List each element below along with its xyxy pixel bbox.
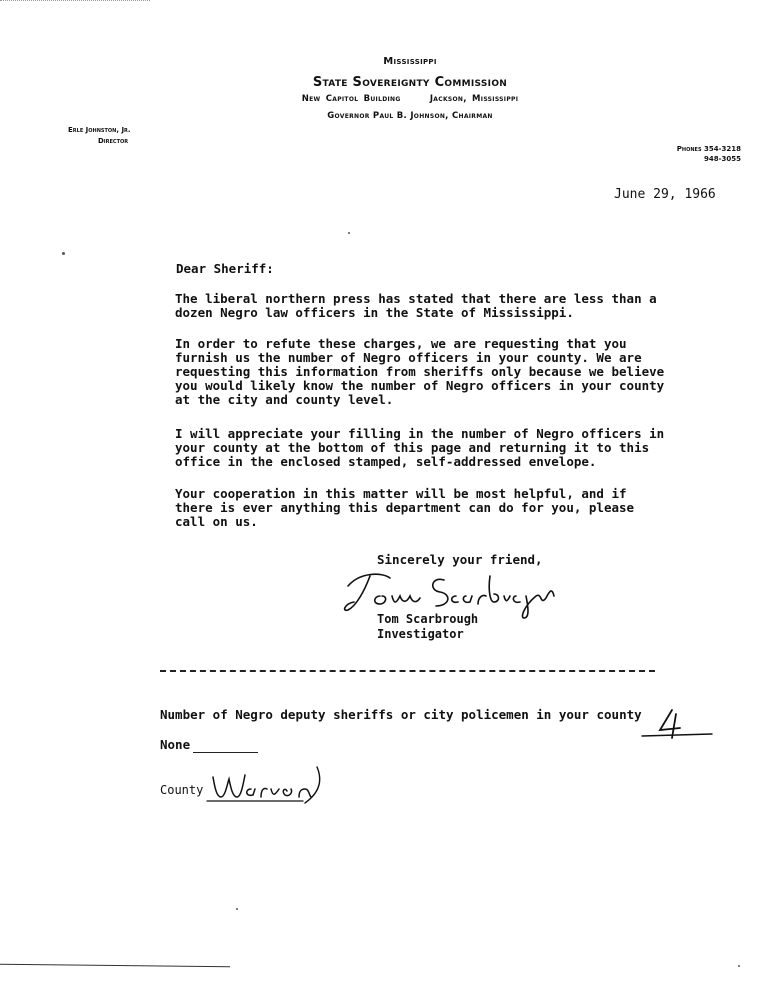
top-dotted-edge: [0, 0, 150, 1]
letter-date: June 29, 1966: [614, 187, 716, 202]
closing: Sincerely your friend,: [377, 552, 543, 567]
paragraph-1: The liberal northern press has stated that there are less than a dozen Negro law officers in the State of Mississippi.: [175, 291, 657, 320]
salutation: Dear Sheriff:: [176, 261, 274, 276]
form-question: Number of Negro deputy sheriffs or city policemen in your county: [160, 707, 642, 722]
signer-block: [377, 612, 478, 642]
paragraph-3: I will appreciate your filling in the number of Negro officers in your county at the bottom of this page and returning it to this office in the enclosed stamped, self-addressed envelope.: [175, 426, 665, 469]
letterhead-commission: State Sovereignty Commission: [312, 75, 508, 90]
handwritten-answer-text: 4: [640, 706, 641, 707]
signer-name: Tom Scarbrough: [377, 612, 479, 626]
director-block: [68, 125, 131, 147]
letterhead-state: Mississippi: [383, 56, 437, 67]
director-name: Erle Johnston, Jr.: [68, 126, 131, 134]
tear-off-dashed-line: [160, 670, 655, 672]
scan-speck: [236, 908, 238, 910]
handwritten-county: [205, 763, 330, 805]
letterhead-address: [270, 94, 550, 104]
scan-speck: [62, 252, 65, 255]
form-none-underline: [193, 752, 258, 753]
paragraph-2: In order to refute these charges, we are requesting that you furnish us the number of Negro officers in your county. We are requesting this information from sheriffs only because we believe you would likely know the number of Negro officers in your county at the city and county level.: [175, 336, 665, 407]
phones-line-2: 948-3055: [704, 155, 741, 163]
handwritten-county-text: Warren: [205, 763, 209, 764]
phones-line-1: Phones 354-3218: [676, 145, 741, 153]
paragraph-4: Your cooperation in this matter will be most helpful, and if there is ever anything this department can do for you, please call on us.: [175, 486, 635, 529]
scan-speck: [348, 232, 350, 234]
form-county-label: County: [160, 783, 204, 797]
letterhead-address-right: Jackson, Mississippi: [429, 94, 519, 104]
signer-title: Investigator: [377, 627, 464, 641]
director-title: Director: [98, 137, 129, 145]
scan-speck: [738, 965, 740, 967]
form-none-label: None: [160, 737, 191, 752]
handwritten-answer-count: [640, 706, 715, 742]
bottom-scan-line: [0, 964, 230, 967]
phones-block: [677, 144, 741, 164]
letterhead-governor: Governor Paul B. Johnson, Chairman: [327, 111, 493, 121]
letterhead-address-left: New Capitol Building: [301, 94, 401, 104]
